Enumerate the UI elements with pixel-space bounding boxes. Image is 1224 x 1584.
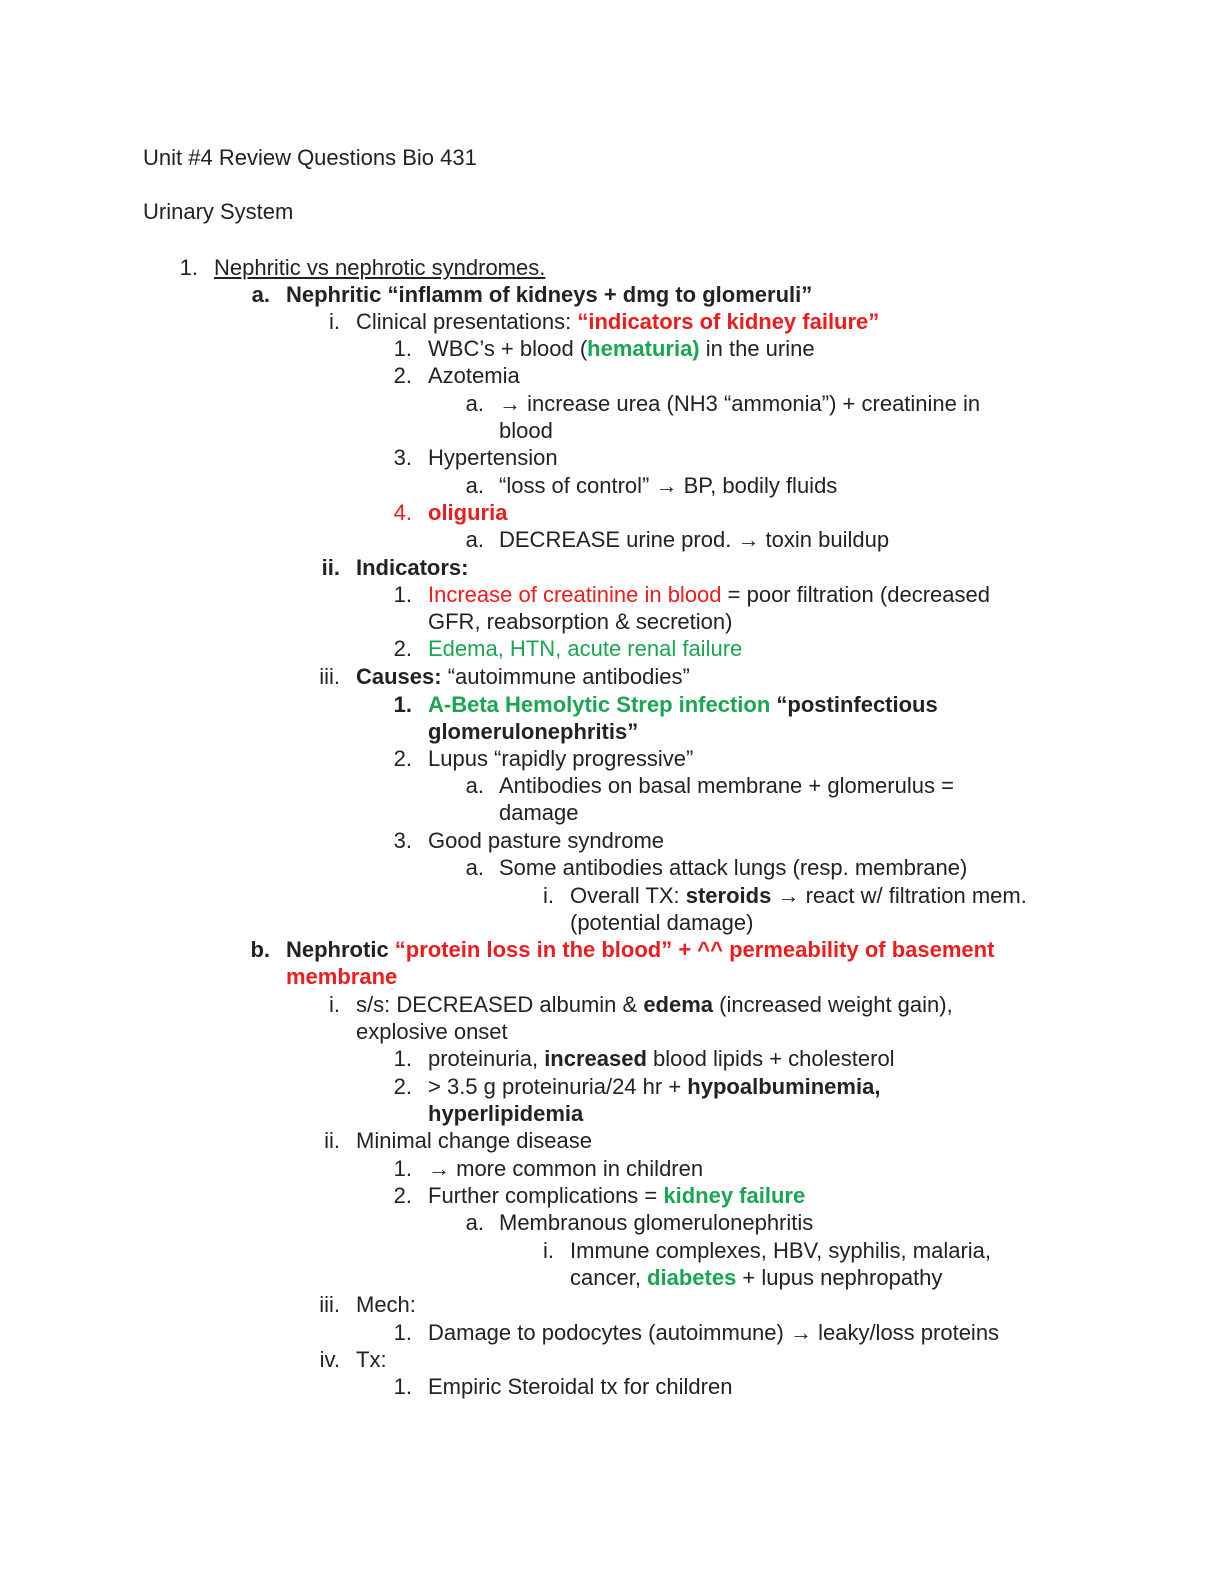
list-marker: 2. xyxy=(393,1183,412,1208)
highlight-text: hematuria) xyxy=(587,336,700,361)
list-item: Good pasture syndrome xyxy=(428,828,665,853)
bold-text: increased xyxy=(544,1046,647,1071)
item-text: Further complications = xyxy=(428,1183,664,1208)
highlight-text: “indicators of kidney failure” xyxy=(577,309,880,334)
list-item xyxy=(428,582,990,608)
arrow-icon: → xyxy=(655,473,678,498)
highlight-text: kidney failure xyxy=(663,1183,806,1208)
list-marker: a. xyxy=(465,1210,484,1235)
list-marker: 2. xyxy=(393,1074,412,1099)
list-marker: a. xyxy=(465,855,484,880)
arrow-icon: → xyxy=(428,1156,450,1181)
list-marker: b. xyxy=(250,937,270,962)
list-item: Lupus “rapidly progressive” xyxy=(428,746,694,771)
list-item xyxy=(570,883,1027,909)
item-text: Clinical presentations: xyxy=(356,309,578,334)
item-text: “postinfectious xyxy=(770,692,938,717)
list-item xyxy=(428,1156,703,1182)
list-item xyxy=(499,527,889,553)
nephrotic-heading xyxy=(286,937,994,963)
arrow-icon: → xyxy=(499,391,521,416)
list-marker: 1. xyxy=(393,1320,412,1345)
list-item xyxy=(499,473,837,499)
list-item xyxy=(356,992,953,1018)
item-text: in the urine xyxy=(699,336,815,361)
highlight-text: diabetes xyxy=(647,1265,737,1290)
arrow-icon: → xyxy=(777,883,800,908)
list-item-continuation: membrane xyxy=(286,964,398,989)
list-item: Minimal change disease xyxy=(356,1128,593,1153)
arrow-icon: → xyxy=(737,527,760,552)
list-marker: iv. xyxy=(319,1347,340,1372)
list-marker: 1. xyxy=(179,255,198,280)
item-text: increase urea (NH3 “ammonia”) + creatinine in xyxy=(521,391,981,416)
list-marker: 3. xyxy=(393,828,412,853)
item-text: + lupus nephropathy xyxy=(736,1265,943,1290)
item-text: BP, bodily fluids xyxy=(677,473,838,498)
list-marker: 3. xyxy=(393,445,412,470)
list-marker: a. xyxy=(465,391,484,416)
item-text: > 3.5 g proteinuria/24 hr + xyxy=(428,1074,688,1099)
section-heading: Urinary System xyxy=(143,199,294,224)
list-item xyxy=(428,1183,805,1209)
list-marker: 2. xyxy=(393,746,412,771)
list-marker: 1. xyxy=(393,582,412,607)
highlight-text: Increase of creatinine in blood xyxy=(428,582,722,607)
item-text: = poor filtration (decreased xyxy=(721,582,990,607)
bold-text: steroids xyxy=(685,883,772,908)
list-item-continuation: GFR, reabsorption & secretion) xyxy=(428,609,733,634)
item-text: react w/ filtration mem. xyxy=(799,883,1027,908)
item-text: WBC’s + blood ( xyxy=(428,336,588,361)
list-item-continuation: hyperlipidemia xyxy=(428,1101,584,1126)
nephritic-heading: Nephritic “inflamm of kidneys + dmg to glomeruli” xyxy=(286,282,813,307)
list-marker: 1. xyxy=(393,1374,412,1399)
list-item xyxy=(428,692,938,718)
list-marker: i. xyxy=(543,883,554,908)
arrow-icon: → xyxy=(789,1320,812,1345)
list-marker: i. xyxy=(329,309,340,334)
list-marker: i. xyxy=(543,1238,554,1263)
highlight-text: “protein loss in the blood” + ^^ permeability of basement xyxy=(394,937,995,962)
item-text: proteinuria, xyxy=(428,1046,545,1071)
list-item-continuation: glomerulonephritis” xyxy=(428,719,639,744)
item-text: “autoimmune antibodies” xyxy=(441,664,690,689)
list-item: Mech: xyxy=(356,1292,416,1317)
list-item-continuation: (potential damage) xyxy=(570,910,754,935)
list-item: Antibodies on basal membrane + glomerulus = xyxy=(499,773,954,798)
list-item xyxy=(499,391,980,417)
list-item: Tx: xyxy=(356,1347,387,1372)
list-marker: 1. xyxy=(393,336,412,361)
item-text: blood lipids + cholesterol xyxy=(646,1046,895,1071)
item-text: DECREASE urine prod. xyxy=(499,527,738,552)
item-text: “loss of control” xyxy=(499,473,656,498)
list-item: Azotemia xyxy=(428,363,520,388)
list-marker: 1. xyxy=(393,1046,412,1071)
list-marker: iii. xyxy=(319,1292,340,1317)
item-text: leaky/loss proteins xyxy=(811,1320,1000,1345)
question-heading: Nephritic vs nephrotic syndromes. xyxy=(214,255,546,280)
list-marker: 1. xyxy=(393,1156,412,1181)
list-item: Hypertension xyxy=(428,445,558,470)
item-text: Overall TX: xyxy=(570,883,686,908)
list-item: Immune complexes, HBV, syphilis, malaria, xyxy=(570,1238,992,1263)
list-item xyxy=(428,336,815,362)
list-item: Edema, HTN, acute renal failure xyxy=(428,636,743,661)
item-text: s/s: DECREASED albumin & xyxy=(356,992,644,1017)
list-marker: a. xyxy=(465,773,484,798)
document-title: Unit #4 Review Questions Bio 431 xyxy=(143,145,477,170)
list-marker: ii. xyxy=(321,555,340,580)
list-marker: a. xyxy=(465,473,484,498)
list-marker: iii. xyxy=(319,664,340,689)
list-marker: ii. xyxy=(324,1128,340,1153)
item-text: (increased weight gain), xyxy=(713,992,953,1017)
list-item xyxy=(356,309,879,335)
list-item-continuation: explosive onset xyxy=(356,1019,508,1044)
list-item: Some antibodies attack lungs (resp. membrane) xyxy=(499,855,968,880)
bold-text: edema xyxy=(643,992,714,1017)
item-text: Damage to podocytes (autoimmune) xyxy=(428,1320,790,1345)
list-marker: 1. xyxy=(393,692,412,717)
list-item xyxy=(428,1074,880,1100)
list-item-continuation xyxy=(570,1265,942,1291)
list-marker: 2. xyxy=(393,636,412,661)
bold-text: hypoalbuminemia, xyxy=(687,1074,881,1099)
highlight-text: A-Beta Hemolytic Strep infection xyxy=(428,692,771,717)
list-item: Empiric Steroidal tx for children xyxy=(428,1374,733,1399)
list-item-continuation: blood xyxy=(499,418,553,443)
item-text: toxin buildup xyxy=(759,527,890,552)
list-item-continuation: damage xyxy=(499,800,579,825)
list-item xyxy=(356,664,690,690)
item-label: Nephrotic xyxy=(286,937,395,962)
item-label: Causes: xyxy=(356,664,442,689)
item-text: cancer, xyxy=(570,1265,648,1290)
list-marker: i. xyxy=(329,992,340,1017)
list-item xyxy=(428,1046,895,1072)
list-marker: a. xyxy=(465,527,484,552)
list-item: oliguria xyxy=(428,500,508,525)
list-marker: 4. xyxy=(393,500,412,525)
list-marker: 2. xyxy=(393,363,412,388)
list-item xyxy=(428,1320,999,1346)
list-marker: a. xyxy=(251,282,270,307)
list-item: Membranous glomerulonephritis xyxy=(499,1210,814,1235)
item-text: more common in children xyxy=(450,1156,704,1181)
list-item: Indicators: xyxy=(356,555,469,580)
